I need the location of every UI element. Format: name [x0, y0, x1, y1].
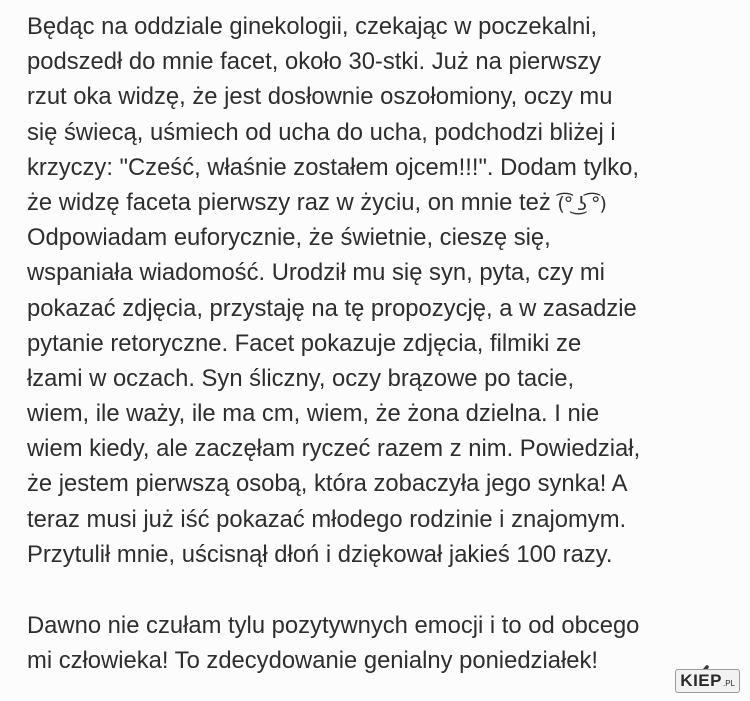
text-line: podszedł do mnie facet, około 30-stki. Już na pierwszy	[27, 48, 602, 76]
text-line: Odpowiadam euforycznie, że świetnie, cieszę się,	[27, 224, 551, 252]
watermark-logo	[675, 669, 740, 693]
text-line: Dawno nie czułam tylu pozytywnych emocji i to od obcego	[27, 612, 640, 639]
text-line: że jestem pierwszą osobą, która zobaczyła jego synka! A	[27, 470, 628, 498]
text-line: wiem kiedy, ale zaczęłam ryczeć razem z nim. Powiedział,	[27, 435, 641, 463]
text-line: krzyczy: "Cześć, właśnie zostałem ojcem!!!". Dodam tylko,	[27, 153, 639, 181]
text-line: Będąc na oddziale ginekologii, czekając w poczekalni,	[27, 13, 598, 40]
text-line-segment: że widzę faceta pierwszy raz w życiu, on mnie też	[27, 188, 551, 216]
lenny-face-emoticon: (͡° ͜ʖ ͡°)	[557, 192, 606, 215]
post-text	[27, 9, 743, 678]
watermark-suffix: .PL	[722, 679, 735, 688]
text-line: łzami w oczach. Syn śliczny, oczy brązowe po tacie,	[27, 364, 575, 392]
text-line: teraz musi już iść pokazać młodego rodzinie i znajomym.	[27, 505, 627, 533]
paragraph-gap	[27, 572, 743, 608]
watermark-text: KIEP	[680, 671, 722, 690]
text-line: pytanie retoryczne. Facet pokazuje zdjęcia, filmiki ze	[27, 329, 582, 357]
text-line: wspaniała wiadomość. Urodził mu się syn, pyta, czy mi	[27, 259, 605, 287]
text-line: pokazać zdjęcia, przystaję na tę propozycję, a w zasadzie	[27, 294, 637, 322]
text-line: się świecą, uśmiech od ucha do ucha, podchodzi bliżej i	[27, 118, 616, 146]
text-line: Przytulił mnie, uścisnął dłoń i dziękował jakieś 100 razy.	[27, 540, 613, 568]
text-line: rzut oka widzę, że jest dosłownie oszołomiony, oczy mu	[27, 83, 613, 111]
text-line: mi człowieka! To zdecydowanie genialny poniedziałek!	[27, 647, 599, 675]
text-line: wiem, ile waży, ile ma cm, wiem, że żona dzielna. I nie	[27, 400, 600, 428]
text-line	[27, 185, 743, 220]
